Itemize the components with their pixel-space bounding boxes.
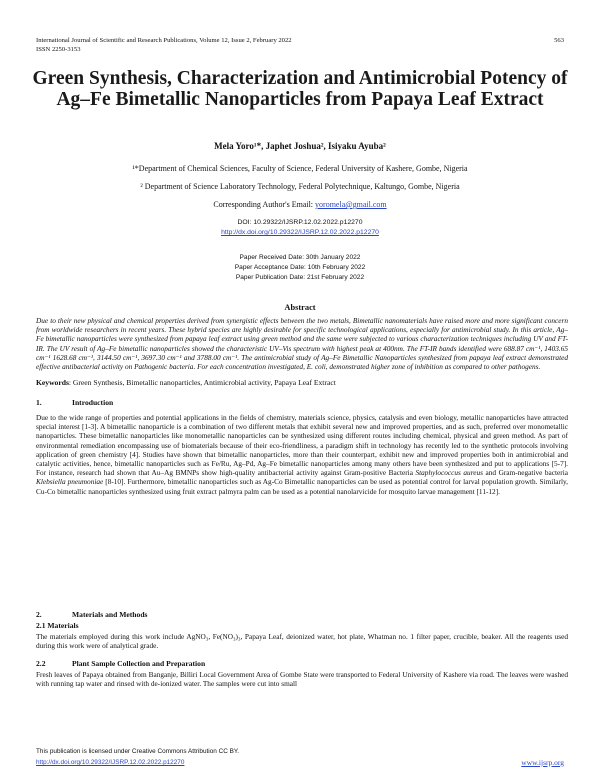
section-1-text: Due to the wide range of properties and potential applications in the fields of chemistry, materials science, physics, catalysis and even biology, metallic nanoparticles have attracted special interest [1-3]. A bimetallic nanoparticle is a combination of two different metals that exhibit several new and improved properties, and as such, preferred over monometallic nanoparticles. These bimetallic nanoparticles like monometallic nanoparticles can be synthesized using different routes including chemical, physical and green method. As part of environmental remediation encompassing use of biomaterials because of their eco-friendliness, a paradigm shift in technology has recently led to the synthetic protocols involving application of green chemistry [4]. Studies have shown that bimetallic nanoparticles, more than their counterpart, exhibit new and improved properties both in antimicrobial and catalytic activities, hence, bimetallic nanoparticles such as Fe/Ru, Ag–Pd, Ag–Fe bimetallic nanoparticles among many others have been synthesized and put to applications [5-7]. For instance, research had shown that Au–Ag BMNPs show high-quality antibacterial activity against Gram-positive Bacteria — [36, 413, 568, 478]
keywords — [36, 378, 336, 387]
subsection-2-2-title: Plant Sample Collection and Preparation — [72, 659, 206, 668]
doi-block — [20, 229, 580, 236]
affiliation-1: ¹*Department of Chemical Sciences, Faculty of Science, Federal University of Kashere, Gombe, Nigeria — [132, 164, 468, 173]
issn: ISSN 2250-3153 — [36, 45, 81, 53]
footer-doi-link[interactable]: http://dx.doi.org/10.29322/IJSRP.12.02.2022.p12270 — [36, 759, 185, 766]
section-1-title: Introduction — [72, 398, 114, 407]
published-date: Paper Publication Date: 21st February 2022 — [235, 274, 365, 281]
footer-site-link[interactable]: www.ijsrp.org — [521, 758, 564, 767]
subsection-2-2-text: Fresh leaves of Papaya obtained from Banganje, Billiri Local Government Area of Gombe State were transported to Federal University of Kashere via road. The leaves were washed with running tap water and rinsed with de-ionized water. The samples were cut into small — [36, 670, 568, 689]
section-1-mid: and Gram-negative bacteria — [483, 468, 568, 478]
journal-name: International Journal of Scientific and Research Publications, Volume 12, Issue 2, February 2022 — [36, 37, 292, 44]
doi-link[interactable]: http://dx.doi.org/10.29322/IJSRP.12.02.2022.p12270 — [221, 229, 379, 236]
corresponding-author — [20, 200, 580, 209]
section-1-number: 1. — [36, 398, 42, 407]
species-name-1: Staphylococcus aureus — [415, 468, 483, 478]
author-list: Mela Yoro¹*, Japhet Joshua², Isiyaku Ayuba² — [214, 141, 386, 151]
footer-site — [480, 758, 564, 767]
keywords-label: Keywords — [36, 378, 69, 387]
section-2-number: 2. — [36, 610, 42, 619]
section-2-title: Materials and Methods — [72, 610, 148, 619]
subsection-2-1-title: 2.1 Materials — [36, 621, 79, 630]
accepted-date: Paper Acceptance Date: 10th February 2022 — [234, 264, 366, 271]
subsection-2-1-text: The materials employed during this work include AgNO₃, Fe(NO₃)₃, Papaya Leaf, deionized water, hot plate, Whatman no. 1 filter paper, crucible, beaker. All the reagents used during this work were of analytical grade. — [36, 632, 568, 651]
paper-title: Green Synthesis, Characterization and Antimicrobial Potency of Ag–Fe Bimetallic Nanoparticles from Papaya Leaf Extract — [32, 68, 568, 110]
doi-text: DOI: 10.29322/IJSRP.12.02.2022.p12270 — [237, 219, 363, 226]
affiliation-2: ² Department of Science Laboratory Technology, Federal Polytechnique, Kaltungo, Gombe, Nigeria — [140, 182, 460, 191]
footer-doi — [36, 759, 184, 766]
paper-dates — [20, 253, 580, 283]
section-1-tail: [8-10]. Furthermore, bimetallic nanoparticles such as Ag-Co Bimetallic nanoparticles can be used as potential control for larval population growth. Similarly, Cu-Co bimetallic nanoparticles synthesized using fruit extract palmyra palm can be used as a potential nanolarvicide for mosquito larvae management [11-12]. — [36, 477, 568, 496]
corresponding-email-link[interactable]: yoromela@gmail.com — [315, 200, 387, 209]
abstract-heading: Abstract — [284, 303, 316, 312]
received-date: Paper Received Date: 30th January 2022 — [239, 254, 361, 261]
journal-header — [36, 37, 292, 54]
page-number: 563 — [554, 37, 564, 44]
section-1-body — [36, 413, 568, 496]
species-name-2: Klebsiella pneumoniae — [36, 477, 104, 487]
keywords-text: : Green Synthesis, Bimetallic nanoparticles, Antimicrobial activity, Papaya Leaf Extract — [68, 378, 336, 387]
license-note: This publication is licensed under Creative Commons Attribution CC BY. — [36, 748, 240, 755]
subsection-2-2-number: 2.2 — [36, 659, 46, 668]
corresponding-label: Corresponding Author's Email: — [213, 200, 314, 209]
abstract-text: Due to their new physical and chemical properties derived from synergistic effects between the two metals, Bimetallic nanomaterials have raised more and more significant concern from worldwide researchers in recent years. These hybrid species are highly desirable for specific technological applications, especially for antimicrobial study. In this article, Ag–Fe bimetallic nanoparticles were synthesized from papaya leaf extract using green method and the same were subjected to various characterization techniques including UV and FT-IR. The UV result of Ag–Fe bimetallic nanoparticles showed the characteristic UV–Vis spectrum with highest peak at 400nm. The FT-IR bands identified were 688.87 cm⁻¹, 1403.65 cm⁻¹ 1628.68 cm⁻¹, 3144.50 cm⁻¹, 3697.30 cm⁻¹ and 3788.00 cm⁻¹. The antimicrobial study of Ag–Fe Bimetallic Nanoparticles synthesized from papaya leaf extract demonstrated effective antibacterial activity on Pathogenic bacteria. For each concentration investigated, E. coli, demonstrated higher zone of inhibition as compared to other pathogens. — [36, 316, 568, 372]
